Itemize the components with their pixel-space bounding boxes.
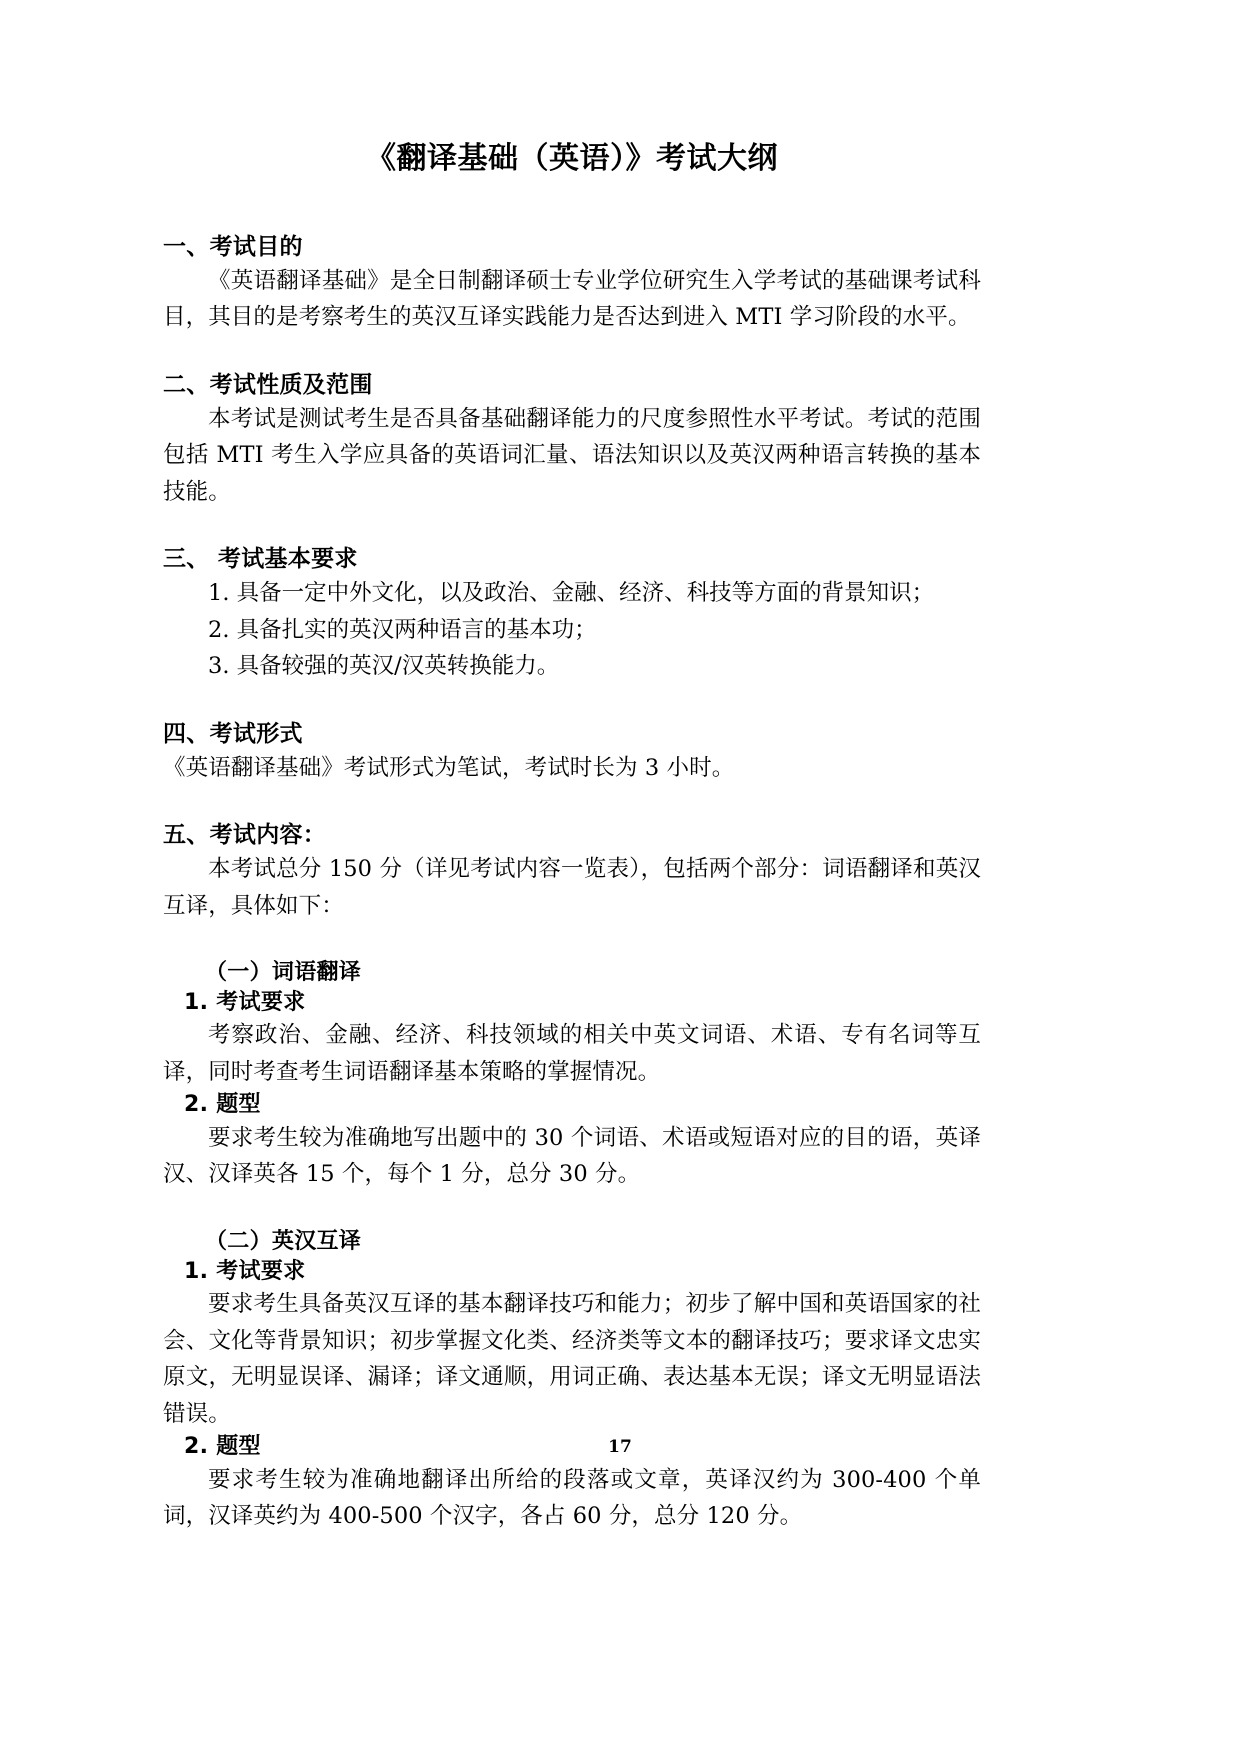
page-content bbox=[163, 0, 981, 1535]
part-two-requirement-heading: 1. 考试要求 bbox=[184, 1258, 306, 1284]
section-heading-1: 一、考试目的 bbox=[163, 234, 303, 260]
section-heading-2: 二、考试性质及范围 bbox=[163, 371, 373, 398]
spacer bbox=[163, 180, 981, 232]
part-one-requirement-heading: 1. 考试要求 bbox=[184, 989, 306, 1015]
spacer bbox=[163, 685, 981, 719]
subsection-heading-part-one: （一）词语翻译 bbox=[205, 960, 362, 986]
spacer bbox=[163, 924, 981, 958]
part-two-requirement-text: 要求考生具备英汉互译的基本翻译技巧和能力；初步了解中国和英语国家的社会、文化等背景知识；初步掌握文化类、经济类等文本的翻译技巧；要求译文忠实原文，无明显误译、漏译；译文通顺，用词正确、表达基本无误；译文无明显语法错误。 bbox=[163, 1291, 981, 1427]
list-item: 1. 具备一定中外文化，以及政治、金融、经济、科技等方面的背景知识； bbox=[208, 580, 935, 607]
part-one-requirement-text: 考察政治、金融、经济、科技领域的相关中英文词语、术语、专有名词等互译，同时考查考生词语翻译基本策略的掌握情况。 bbox=[163, 1022, 981, 1085]
section-heading-5: 五、考试内容： bbox=[163, 822, 327, 849]
part-one-format-heading: 2. 题型 bbox=[184, 1092, 261, 1118]
section-paragraph-5: 本考试总分 150 分（详见考试内容一览表），包括两个部分：词语翻译和英汉互译，具体如下： bbox=[163, 856, 981, 919]
page-number: 17 bbox=[608, 1437, 632, 1457]
part-one-format-text: 要求考生较为准确地写出题中的 30 个词语、术语或短语对应的目的语，英译汉、汉译英各 15 个，每个 1 分，总分 30 分。 bbox=[163, 1124, 981, 1188]
spacer bbox=[163, 336, 981, 370]
part-two-format-text: 要求考生较为准确地翻译出所给的段落或文章，英译汉约为 300-400 个单词，汉译英约为 400-500 个汉字，各占 60 分，总分 120 分。 bbox=[163, 1466, 981, 1530]
spacer bbox=[163, 510, 981, 544]
section-paragraph-1: 《英语翻译基础》是全日制翻译硕士专业学位研究生入学考试的基础课考试科目，其目的是考察考生的英汉互译实践能力是否达到进入 MTI 学习阶段的水平。 bbox=[163, 268, 981, 331]
list-item: 2. 具备扎实的英汉两种语言的基本功； bbox=[208, 616, 597, 643]
list-item: 3. 具备较强的英汉/汉英转换能力。 bbox=[208, 653, 560, 680]
section-heading-4: 四、考试形式 bbox=[163, 720, 303, 747]
section-heading-3: 三、 考试基本要求 bbox=[163, 546, 358, 573]
page-title: 《翻译基础（英语）》考试大纲 bbox=[366, 141, 778, 176]
part-two-format-heading: 2. 题型 bbox=[184, 1433, 261, 1459]
spacer bbox=[163, 1193, 981, 1227]
subsection-heading-part-two: （二）英汉互译 bbox=[205, 1228, 362, 1254]
section-paragraph-4: 《英语翻译基础》考试形式为笔试，考试时长为 3 小时。 bbox=[163, 754, 735, 781]
spacer bbox=[163, 786, 981, 820]
section-paragraph-2: 本考试是测试考生是否具备基础翻译能力的尺度参照性水平考试。考试的范围包括 MTI 考生入学应具备的英语词汇量、语法知识以及英汉两种语言转换的基本技能。 bbox=[163, 405, 981, 505]
